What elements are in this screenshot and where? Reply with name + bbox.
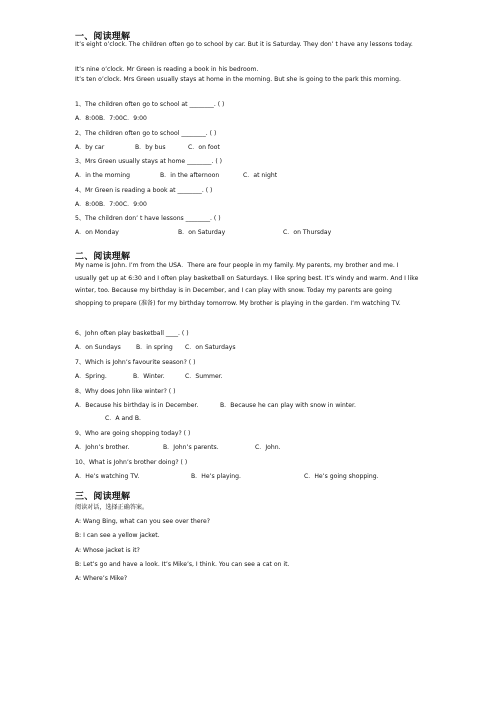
question-7-option-c: C．Summer. bbox=[185, 373, 223, 380]
question-4-options: A．8:00B．7:00C．9:00 bbox=[75, 201, 147, 208]
dialogue-line-4: B: Let’s go and have a look. It’s Mike’s, I think. You can see a cat on it. bbox=[75, 561, 290, 568]
section-2-heading: 二、阅读理解 bbox=[75, 252, 131, 262]
question-9-option-c: C．John. bbox=[255, 444, 281, 451]
section-2-passage: My name is John. I’m from the USA．There are four people in my family. My parents, my brother and me. I usually get up at 6:30 and I often play basketball on Saturdays. I like spring best. It’s windy and warm. And I like winter, too. Because my birthday is in December, and I can play with snow. Today my parents are going shopping to prepare (准备) for my birthday tomorrow. My brother is playing in the garden. I’m watching TV. bbox=[75, 262, 419, 307]
question-4: 4、Mr Green is reading a book at ________. ( ) bbox=[75, 187, 213, 194]
question-6: 6、John often play basketball ____. ( ) bbox=[75, 330, 189, 337]
question-7: 7、Which is John’s favourite season? ( ) bbox=[75, 359, 196, 366]
question-9-option-a: A．John’s brother. bbox=[75, 444, 130, 451]
question-3-option-c: C．at night bbox=[243, 172, 278, 179]
section-1-heading: 一、阅读理解 bbox=[75, 32, 131, 42]
question-3: 3、Mrs Green usually stays at home ________. ( ) bbox=[75, 158, 223, 165]
question-3-option-a: A．in the morning bbox=[75, 172, 131, 179]
question-10-option-c: C．He’s going shopping. bbox=[304, 473, 379, 480]
question-10-option-a: A．He’s watching TV. bbox=[75, 473, 140, 480]
question-6-option-b: B．in spring bbox=[136, 344, 173, 351]
question-9: 9、Who are going shopping today? ( ) bbox=[75, 430, 191, 437]
question-6-option-c: C．on Saturdays bbox=[185, 344, 236, 351]
section-1-passage-3: It’s ten o’clock. Mrs Green usually stays at home in the morning. But she is going to the park this morning. bbox=[75, 76, 401, 83]
dialogue-line-1: A: Wang Bing, what can you see over there? bbox=[75, 518, 210, 525]
question-5-option-b: B．on Saturday bbox=[178, 229, 226, 236]
question-8-option-c: C．A and B. bbox=[105, 415, 141, 422]
section-1-passage-2: It’s nine o’clock. Mr Green is reading a book in his bedroom. bbox=[75, 66, 259, 73]
dialogue-line-5: A: Where’s Mike? bbox=[75, 575, 128, 582]
section-3-instruction: 阅读对话，选择正确答案。 bbox=[75, 504, 149, 511]
question-5: 5、The children don’ t have lessons ________. ( ) bbox=[75, 215, 221, 222]
question-5-option-c: C．on Thursday bbox=[283, 229, 332, 236]
dialogue-line-3: A: Whose jacket is it? bbox=[75, 547, 140, 554]
question-7-option-a: A．Spring. bbox=[75, 373, 107, 380]
question-10: 10、What is John’s brother doing? ( ) bbox=[75, 459, 188, 466]
question-1-options: A．8:00B．7:00C．9:00 bbox=[75, 115, 147, 122]
question-2-option-b: B．by bus bbox=[135, 144, 166, 151]
question-2-option-c: C．on foot bbox=[188, 144, 220, 151]
section-3-heading: 三、阅读理解 bbox=[75, 492, 131, 502]
question-8-option-b: B．Because he can play with snow in winter. bbox=[220, 402, 356, 409]
question-3-option-b: B．in the afternoon bbox=[160, 172, 220, 179]
question-9-option-b: B．John’s parents. bbox=[163, 444, 219, 451]
question-5-option-a: A．on Monday bbox=[75, 229, 119, 236]
section-1-passage-1: It’s eight o’clock. The children often go to school by car. But it is Saturday. They don’ t have any lessons today. bbox=[75, 41, 413, 48]
question-8: 8、Why does John like winter? ( ) bbox=[75, 388, 176, 395]
dialogue-line-2: B: I can see a yellow jacket. bbox=[75, 532, 160, 539]
question-10-option-b: B．He’s playing. bbox=[191, 473, 241, 480]
question-2-option-a: A．by car bbox=[75, 144, 105, 151]
question-2: 2、The children often go to school ________. ( ) bbox=[75, 130, 217, 137]
question-1: 1、The children often go to school at ________. ( ) bbox=[75, 101, 225, 108]
question-7-option-b: B．Winter. bbox=[133, 373, 165, 380]
question-8-option-a: A．Because his birthday is in December. bbox=[75, 402, 199, 409]
question-6-option-a: A．on Sundays bbox=[75, 344, 121, 351]
